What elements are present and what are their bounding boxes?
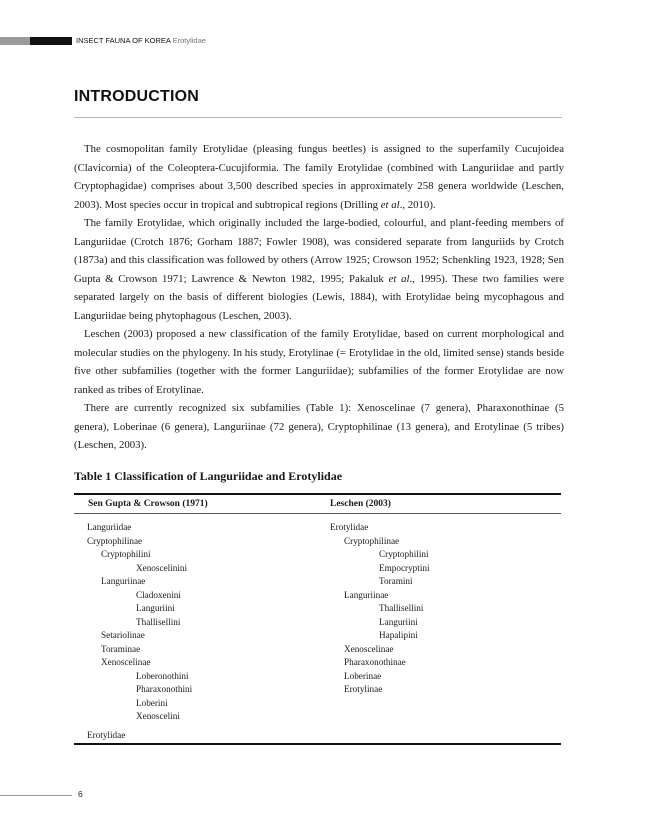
paragraph-1: The cosmopolitan family Erotylidae (pleasing fungus beetles) is assigned to the superfamily Cucujoidea (Clavicornia) of the Coleoptera-Cucujiformia. The family Erotylidae (combined with Languriidae and partly Cryptophagidae) comprises about 3,500 described species in approximately 258 genera worldwide (Leschen, 2003). Most species occur in tropical and subtropical regions (Drilling et al., 2010). [74, 143, 564, 211]
col1-row: Cladoxenini [136, 589, 181, 600]
introduction-body [74, 140, 564, 455]
col1-row: Languriini [136, 603, 175, 613]
col2-row: Pharaxonothinae [344, 657, 406, 667]
running-header-series: INSECT FAUNA OF KOREA [76, 36, 171, 45]
col2-row: Hapalipini [379, 630, 418, 640]
table-col1 [87, 521, 192, 724]
col1-row: Cryptophilinae [87, 535, 143, 546]
header-gray-bar [0, 37, 30, 45]
table-col2-header: Leschen (2003) [330, 499, 391, 509]
title-divider [74, 117, 562, 118]
col2-row: Empocryptini [379, 562, 430, 573]
running-header [76, 36, 206, 46]
page-number: 6 [78, 789, 83, 799]
paragraph-2: The family Erotylidae, which originally included the large-bodied, colourful, and plant-feeding members of Languriidae (Crotch 1876; Gorham 1887; Fowler 1908), was considered separate from languriids by Crotch (1873a) and this classification was followed by others (Arrow 1925; Crowson 1952; Schenkling 1923, 1928; Sen Gupta & Crowson 1971; Lawrence & Newton 1982, 1995; Pakaluk et al., 1995). These two families were separated largely on the basis of different biologies (Lewis, 1884), with Erotylidae being mycophagous and Languriidae being phytophagous (Leschen, 2003). [74, 217, 565, 322]
table-top-rule [74, 493, 561, 495]
col1-row: Loberonothini [136, 670, 189, 681]
running-header-family: Erotylidae [172, 36, 206, 45]
col2-row: Toramini [379, 576, 413, 586]
col1-row: Setariolinae [101, 630, 145, 640]
col2-row: Xenoscelinae [344, 643, 394, 654]
col1-row: Loberini [136, 697, 168, 708]
table-caption: Table 1 Classification of Languriidae and Erotylidae [74, 469, 343, 483]
table-col2 [330, 521, 430, 697]
col1-row: Toraminae [101, 643, 141, 654]
col1-row: Xenoscelini [136, 711, 180, 721]
table-col1-header: Sen Gupta & Crowson (1971) [88, 499, 208, 509]
section-title: INTRODUCTION [74, 88, 200, 105]
col1-row: Xenoscelinae [101, 657, 151, 667]
col1-row: Xenoscelinini [136, 562, 188, 573]
table-header-rule [74, 513, 561, 514]
col2-row: Cryptophilini [379, 549, 429, 559]
col1-row: Cryptophilini [101, 549, 151, 559]
col1-row: Pharaxonothini [136, 684, 193, 694]
footer-rule [0, 795, 72, 796]
col2-row: Languriinae [344, 589, 389, 600]
col2-row: Cryptophilinae [344, 535, 400, 546]
paragraph-3: Leschen (2003) proposed a new classification of the family Erotylidae, based on current morphological and molecular studies on the phylogeny. In his study, Erotylinae (= Erotylidae in the old, limited sense) stands beside five other subfamilies (together with the former Languriidae); subfamilies of the former Erotylidae are now ranked as tribes of Erotylinae. [74, 328, 564, 396]
col2-row: Loberinae [344, 670, 382, 681]
col2-row: Erotylinae [344, 684, 383, 694]
col1-row: Languriidae [87, 522, 132, 532]
col2-row: Thallisellini [379, 603, 424, 613]
col2-row: Languriini [379, 616, 418, 627]
paragraph-4: There are currently recognized six subfamilies (Table 1): Xenoscelinae (7 genera), Pharaxonothinae (5 genera), Loberinae (6 genera), Languriinae (72 genera), Cryptophilinae (13 genera), and Erotylinae (5 tribes) (Leschen, 2003). [74, 402, 564, 451]
header-black-bar [30, 37, 72, 45]
col1-row: Thallisellini [136, 616, 181, 627]
table-col1-last-row: Erotylidae [87, 730, 126, 740]
col2-row: Erotylidae [330, 522, 369, 532]
col1-row: Languriinae [101, 576, 146, 586]
table-bottom-rule [74, 743, 561, 745]
